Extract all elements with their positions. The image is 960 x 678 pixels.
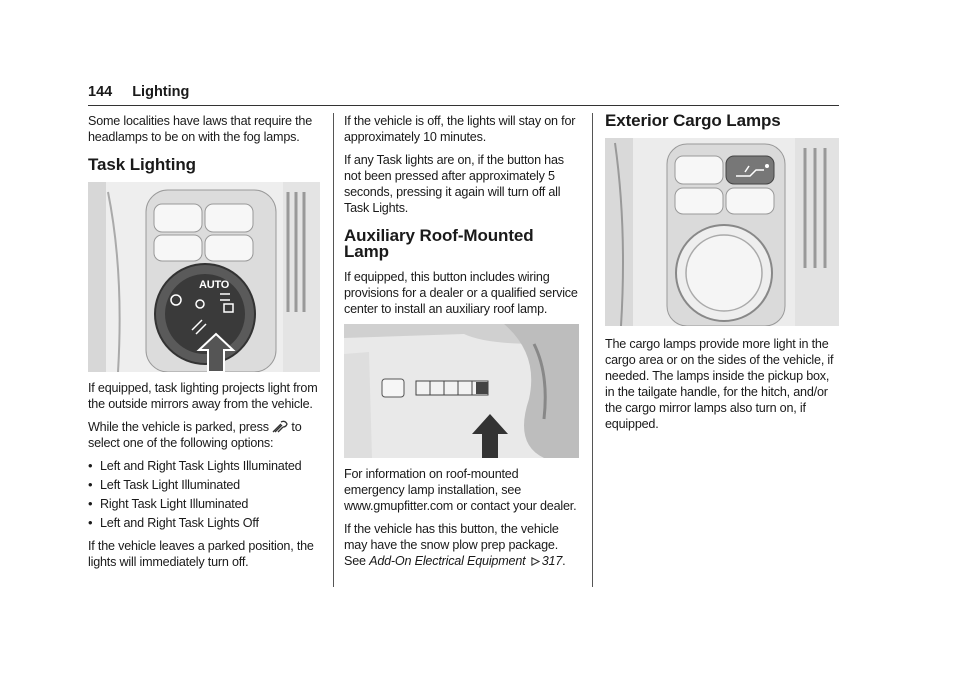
headlamp-control-illustration <box>88 182 320 372</box>
column-1 <box>88 113 324 577</box>
page-header <box>88 84 189 100</box>
auto-label: AUTO <box>199 279 230 291</box>
list-item: • Left and Right Task Lights Illuminated <box>88 458 324 474</box>
reference-page[interactable]: 317 <box>541 554 563 568</box>
task-timeout-paragraph: If any Task lights are on, if the button has not been pressed after approximately 5 seconds, pressing it again will turn off all Task Lights. <box>344 153 564 215</box>
column-divider <box>592 113 593 587</box>
task-light-icon <box>272 419 288 433</box>
press-instruction: While the vehicle is parked, press to select one of the following options: <box>88 420 302 450</box>
cargo-lamps-paragraph: The cargo lamps provide more light in the cargo area or on the sides of the vehicle, if needed. The lamps inside the pickup box, in the tailgate handle, for the hitch, and/or the cargo mirror lamps also turn on, if equipped. <box>605 337 834 431</box>
task-lighting-paragraph: If equipped, task lighting projects light from the outside mirrors away from the vehicle. <box>88 381 318 411</box>
intro-paragraph: Some localities have laws that require the headlamps to be on with the fog lamps. <box>88 114 313 144</box>
cargo-lamps-figure <box>605 138 839 326</box>
list-item: • Left and Right Task Lights Off <box>88 515 324 531</box>
roof-lamp-heading: Auxiliary Roof-Mounted Lamp <box>344 226 534 261</box>
vehicle-off-paragraph: If the vehicle is off, the lights will stay on for approximately 10 minutes. <box>344 114 576 144</box>
column-2 <box>344 113 580 576</box>
roof-lamp-paragraph: If equipped, this button includes wiring provisions for a dealer or a qualified service center to install an auxiliary roof lamp. <box>344 270 578 316</box>
page-reference-icon <box>531 557 540 566</box>
header-rule <box>88 105 839 106</box>
page-number: 144 <box>88 84 113 100</box>
parked-paragraph: If the vehicle leaves a parked position, the lights will immediately turn off. <box>88 539 314 569</box>
task-lighting-heading: Task Lighting <box>88 155 196 174</box>
snow-plow-paragraph: If the vehicle has this button, the vehicle may have the snow plow prep package. See Add-On Electrical Equipment 317. <box>344 522 566 568</box>
switch-panel-illustration <box>344 324 579 458</box>
section-title: Lighting <box>132 84 190 100</box>
list-item: • Left Task Light Illuminated <box>88 477 324 493</box>
list-item: • Right Task Light Illuminated <box>88 496 324 512</box>
column-3 <box>605 113 841 439</box>
task-lighting-figure <box>88 182 320 372</box>
cargo-lamp-button-illustration <box>605 138 839 326</box>
emergency-lamp-paragraph: For information on roof-mounted emergency lamp installation, see www.gmupfitter.com or contact your dealer. <box>344 467 577 513</box>
task-light-options <box>88 458 324 531</box>
add-on-electrical-link[interactable]: Add-On Electrical Equipment <box>369 554 526 568</box>
cargo-lamps-heading: Exterior Cargo Lamps <box>605 111 781 130</box>
column-divider <box>333 113 334 587</box>
roof-lamp-figure <box>344 324 579 458</box>
